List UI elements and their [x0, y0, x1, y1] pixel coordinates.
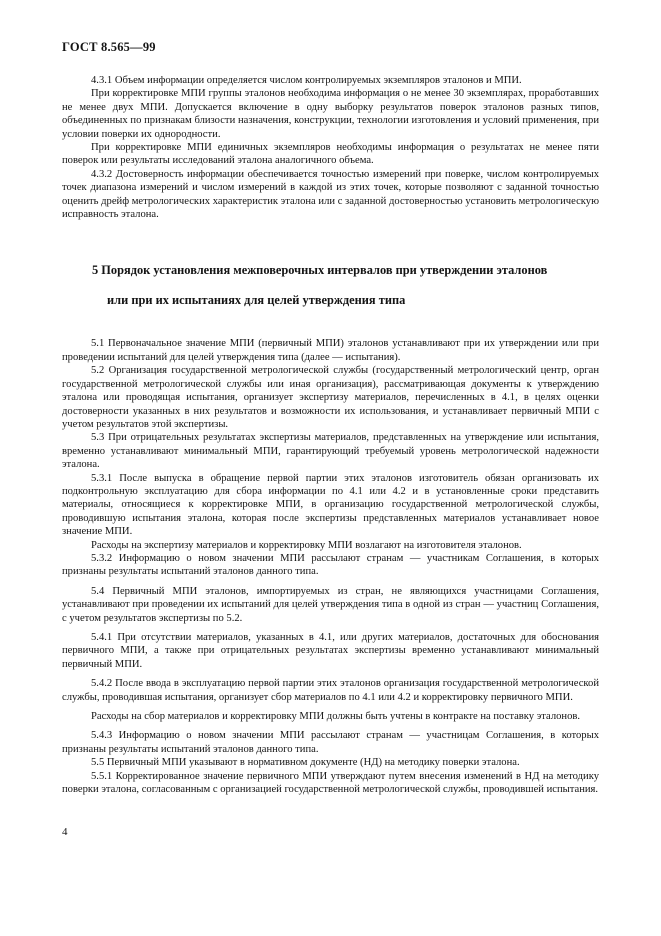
section-heading-line: 5 Порядок установления межповерочных интервалов при утверждении эталонов — [92, 263, 548, 278]
paragraph: 5.4.2 После ввода в эксплуатацию первой партии этих эталонов организация государственной метрологической службы, проводившая испытания, организует сбор материалов по 4.1 или 4.2 и корректировку первичного МПИ. — [62, 678, 599, 703]
paragraph: 5.5 Первичный МПИ указывают в нормативном документе (НД) на методику поверки эталона. — [91, 757, 520, 769]
section-heading-line: или при их испытаниях для целей утверждения типа — [107, 293, 406, 308]
section-5-heading — [62, 255, 599, 315]
paragraph: Расходы на экспертизу материалов и корректировку МПИ возлагают на изготовителя эталонов. — [91, 539, 522, 551]
paragraph: 5.2 Организация государственной метрологической службы (государственный метрологический центр, орган государственной метрологической службы или иная организация), рассматривающая документы к утверждению эталона или проводящая испытания, организует экспертизу материалов, перечисленных в 4.1, в целях оценки достоверности указанных в них результатов и возможности их использования, и устанавливает первичный МПИ с учетом результатов этой экспертизы. — [62, 365, 599, 430]
paragraph: 5.5.1 Корректированное значение первичного МПИ утверждают путем внесения изменений в НД на методику поверки эталона, согласованным с организацией государственной метрологической службы, проводившей испытания. — [62, 770, 599, 796]
paragraph: 5.4 Первичный МПИ эталонов, импортируемых из стран, не являющихся участницами Соглашения, устанавливают при проведении их испытаний для целей утверждения типа в одной из стран — участниц Соглашения, с учетом результатов экспертизы по 5.2. — [62, 585, 599, 624]
page-number: 4 — [62, 826, 68, 838]
document-page — [62, 40, 599, 796]
document-code: ГОСТ 8.565—99 — [62, 40, 156, 54]
paragraph: 5.3.1 После выпуска в обращение первой партии этих эталонов изготовитель обязан организовать их подконтрольную эксплуатацию для сбора информации по 4.1 или 4.2 и в установленные сроки представить материалы, относящиеся к корректировке МПИ, в организацию государственной метрологической службы, проводившую испытания эталона, которая после экспертизы представленных материалов устанавливает новое значение МПИ. — [62, 472, 599, 538]
paragraph: 4.3.1 Объем информации определяется числом контролируемых экземпляров эталонов и МПИ. — [91, 75, 522, 86]
paragraph: При корректировке МПИ группы эталонов необходима информация о не менее 30 экземплярах, проработавших не менее двух МПИ. Допускается включение в одну выборку результатов поверок эталонов разных типов, объединенных по признакам близости назначения, конструкции, технологии изготовления и условий применения, при условии поверки их однородности. — [62, 88, 599, 140]
section-5-body — [62, 337, 599, 796]
paragraph: Расходы на сбор материалов и корректировку МПИ должны быть учтены в контракте на поставку эталонов. — [91, 711, 581, 723]
paragraph: 5.3.2 Информацию о новом значении МПИ рассылают странам — участникам Соглашения, в которых признаны результаты испытаний эталонов данного типа. — [62, 552, 599, 578]
paragraph: 5.4.3 Информацию о новом значении МПИ рассылают странам — участницам Соглашения, в которых признаны результаты испытаний эталонов данного типа. — [62, 730, 599, 755]
paragraph: При корректировке МПИ единичных экземпляров необходимы информация о результатах не менее пяти поверок или результаты исследований эталона аналогичного объема. — [62, 142, 599, 167]
paragraph: 5.1 Первоначальное значение МПИ (первичный МПИ) эталонов устанавливают при их утверждении или при проведении испытаний для целей утверждения типа (далее — испытания). — [62, 338, 599, 363]
paragraph: 5.3 При отрицательных результатах экспертизы материалов, представленных на утверждение или испытания, временно устанавливают минимальный МПИ, гарантирующий требуемый уровень метрологической надежности эталона. — [62, 432, 599, 471]
paragraph: 4.3.2 Достоверность информации обеспечивается точностью измерений при поверке, числом контролируемых точек диапазона измерений и числом измерений в каждой из этих точек, которые позволяют с заданной точностью оценить дрейф метрологических характеристик эталона или с заданной достоверностью установить метрологическую исправность эталона. — [62, 168, 599, 221]
clause-4-3-block — [62, 74, 599, 221]
paragraph: 5.4.1 При отсутствии материалов, указанных в 4.1, или других материалов, достаточных для обоснования первичного МПИ, а также при отрицательных результатах экспертизы временно устанавливают минимальный первичный МПИ. — [62, 632, 599, 670]
